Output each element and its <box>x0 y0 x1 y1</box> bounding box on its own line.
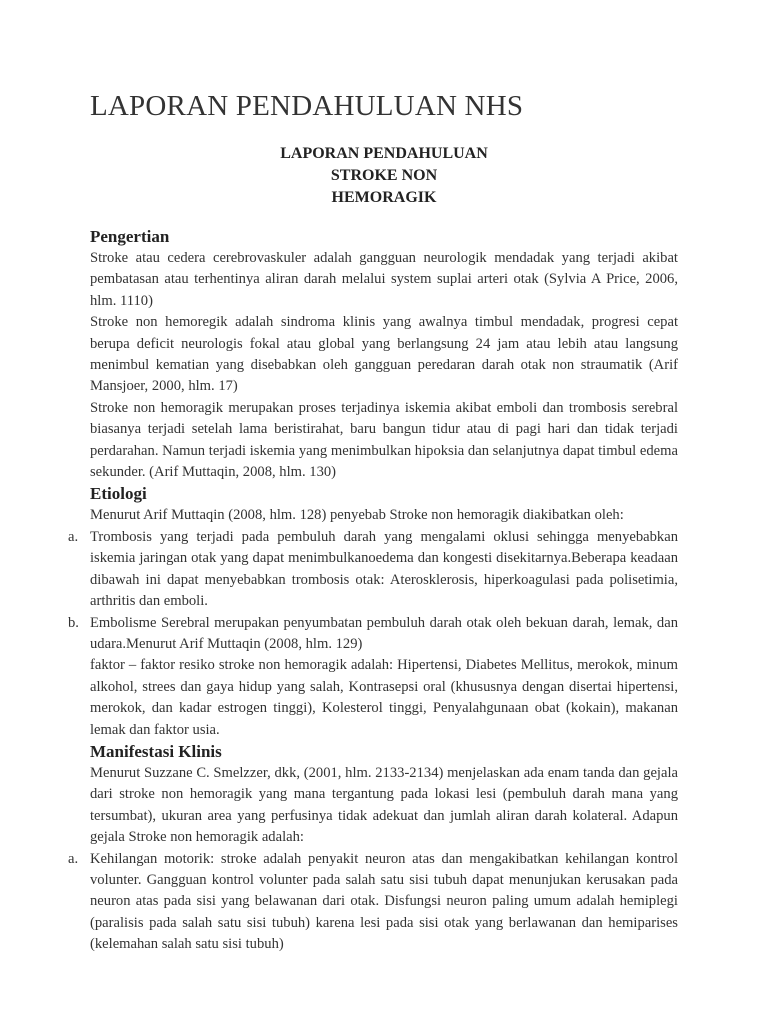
subtitle-block <box>0 143 768 209</box>
list-item <box>68 613 678 656</box>
paragraph: Menurut Suzzane C. Smelzzer, dkk, (2001, hlm. 2133-2134) menjelaskan ada enam tanda dan gejala dari stroke non hemoragik yang mana tergantung pada lokasi lesi (pembuluh darah mana yang tersumbat), ukuran area yang perfusinya tidak adekuat dan jumlah aliran darah kolateral. Adapun gejala Stroke non hemoragik adalah: <box>90 764 678 846</box>
heading-manifestasi-klinis: Manifestasi Klinis <box>90 741 222 761</box>
paragraph: Stroke non hemoragik merupakan proses terjadinya iskemia akibat emboli dan trombosis serebral biasanya terjadi setelah lama beristirahat, baru bangun tidur atau di pagi hari dan tidak terjadi perdarahan. Namun terjadi iskemia yang menimbulkan hipoksia dan selanjutnya dapat timbul edema sekunder. (Arif Muttaqin, 2008, hlm. 130) <box>90 399 678 481</box>
heading-etiologi: Etiologi <box>90 484 147 504</box>
paragraph: Stroke atau cedera cerebrovaskuler adalah gangguan neurologik mendadak yang terjadi akibat pembatasan atau terhentinya aliran darah melalui system suplai arteri otak (Sylvia A Price, 2006, hlm. 1110) <box>90 250 678 309</box>
list-item-text: Kehilangan motorik: stroke adalah penyakit neuron atas dan mengakibatkan kehilangan kontrol volunter. Gangguan kontrol volunter pada salah satu sisi tubuh dapat menunjukan kerusakan pada neuron atas pada sisi yang belawanan dari otak. Disfungsi neuron paling umum adalah hemiplegi (paralisis pada salah satu sisi tubuh) karena lesi pada sisi otak yang berlawanan dan hemiparises (kelemahan salah satu sisi tubuh) <box>90 850 678 953</box>
list-item <box>68 849 678 956</box>
list-item <box>68 527 678 613</box>
paragraph: faktor – faktor resiko stroke non hemoragik adalah: Hipertensi, Diabetes Mellitus, merokok, minum alkohol, strees dan gaya hidup yang salah, Kontrasepsi oral (khususnya dengan disertai hipertensi, merokok, dan kadar estrogen tinggi), Kolesterol tinggi, Penyalahgunaan obat (kokain), makanan lemak dan faktor usia. <box>90 657 678 738</box>
heading-pengertian: Pengertian <box>90 227 170 246</box>
list-item-text: Trombosis yang terjadi pada pembuluh darah yang mengalami oklusi sehingga menyebabkan iskemia jaringan otak yang dapat menimbulkanoedema dan kongesti disekitarnya.Beberapa keadaan dibawah ini dapat menyebabkan trombosis otak: Aterosklerosis, hiperkoagulasi pada polisetimia, arthritis dan emboli. <box>90 528 678 610</box>
subtitle-line-2: STROKE NON <box>330 167 438 184</box>
subtitle-line-3: HEMORAGIK <box>331 189 437 206</box>
document-body <box>68 226 678 956</box>
list-item-text: Embolisme Serebral merupakan penyumbatan pembuluh darah otak oleh bekuan darah, lemak, dan udara.Menurut Arif Muttaqin (2008, hlm. 129) <box>90 614 678 652</box>
document-title: LAPORAN PENDAHULUAN NHS <box>90 90 524 122</box>
subtitle-line-1: LAPORAN PENDAHULUAN <box>280 145 488 162</box>
list-marker: b. <box>68 614 79 631</box>
paragraph: Menurut Arif Muttaqin (2008, hlm. 128) penyebab Stroke non hemoragik diakibatkan oleh: <box>90 507 624 524</box>
paragraph: Stroke non hemoregik adalah sindroma klinis yang awalnya timbul mendadak, progresi cepat berupa deficit neurologis fokal atau global yang berlangsung 24 jam atau lebih atau langsung menimbul kematian yang disebabkan oleh gangguan peredaran darah otak non straumatik (Arif Mansjoer, 2000, hlm. 17) <box>90 314 678 395</box>
list-marker: a. <box>68 528 79 545</box>
list-marker: a. <box>68 850 79 867</box>
